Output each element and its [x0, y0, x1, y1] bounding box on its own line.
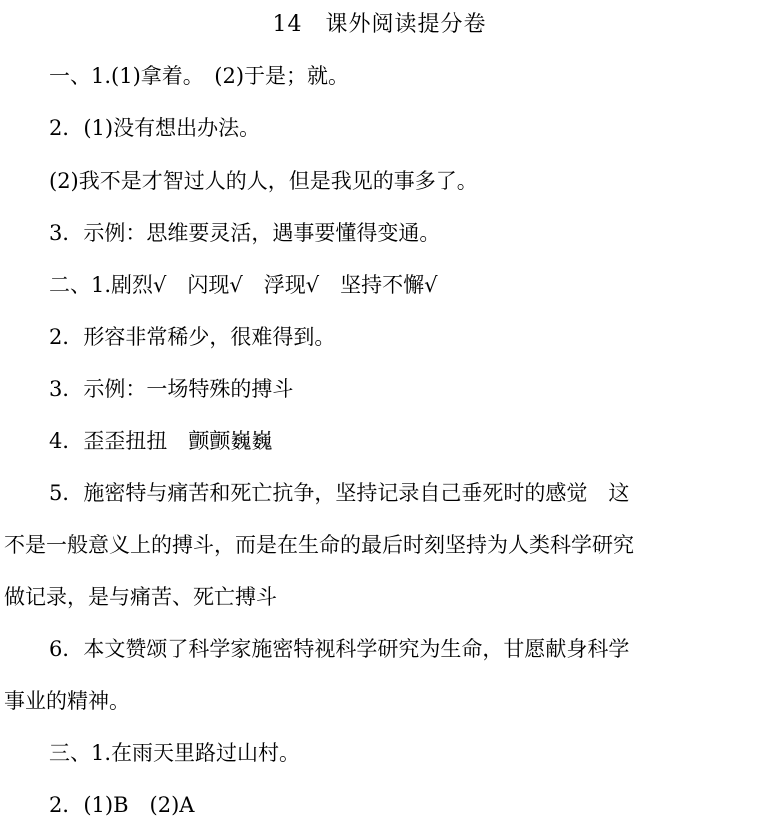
answer-3-1: 三、1.在雨天里路过山村。 — [49, 741, 301, 765]
page-title: 14 课外阅读提分卷 — [272, 12, 487, 37]
answer-2-6-line-2: 事业的精神。 — [4, 689, 130, 713]
answer-2-5-line-3: 做记录，是与痛苦、死亡搏斗 — [4, 585, 277, 609]
answer-2-3: 3．示例：一场特殊的搏斗 — [49, 377, 294, 401]
answer-2-5-line-2: 不是一般意义上的搏斗，而是在生命的最后时刻坚持为人类科学研究 — [4, 533, 634, 557]
answer-2-6-line-1: 6．本文赞颂了科学家施密特视科学研究为生命，甘愿献身科学 — [49, 637, 630, 661]
answer-3-2: 2．(1)B (2)A — [49, 793, 195, 817]
answer-1-2-1: 2．(1)没有想出办法。 — [49, 116, 261, 140]
answer-2-1: 二、1.剧烈√ 闪现√ 浮现√ 坚持不懈√ — [49, 273, 438, 297]
answer-2-5-line-1: 5．施密特与痛苦和死亡抗争，坚持记录自己垂死时的感觉 这 — [49, 481, 630, 505]
answer-2-4: 4．歪歪扭扭 颤颤巍巍 — [49, 429, 273, 453]
answer-2-2: 2．形容非常稀少，很难得到。 — [49, 325, 336, 349]
answer-1-1: 一、1.(1)拿着。 (2)于是；就。 — [49, 64, 350, 88]
answer-1-3: 3．示例：思维要灵活，遇事要懂得变通。 — [49, 221, 441, 245]
answer-1-2-2: (2)我不是才智过人的人，但是我见的事多了。 — [49, 169, 478, 193]
